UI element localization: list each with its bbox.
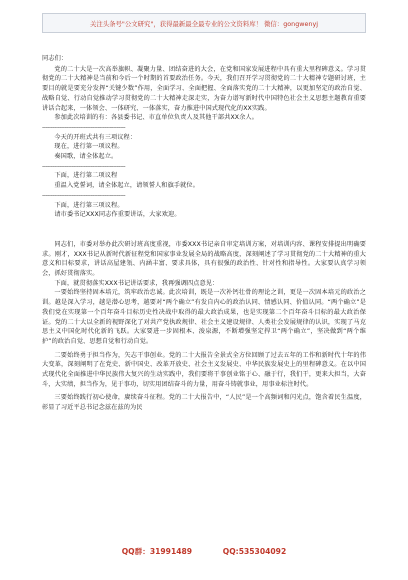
qq-text: QQ:535304092 <box>222 547 287 556</box>
program-line: 今天的开班式共有三项议程： <box>54 133 137 141</box>
paragraph-intro: 党的二十大是一次高举旗帜、凝聚力量、团结奋进的大会，在党和国家发展进程中具有重大里程碑意义。学习贯彻党的二十大精神是当前和今后一个时期的首要政治任务。今天，我们召开学习贯彻党的二十大精神专题研讨班，主要目的就是要充分发挥“关键少数”作用，全面学习、全面把握、全面落实党的二十大精神，以更加坚定的政治自觉、战略自觉、行动自觉推动学习贯彻党的二十大精神走深走实，为奋力谱写新时代中国特色社会主义思想主题教育重要讲话合起来，一体领会、一体研究、一体落实，奋力推进中国式现代化的XX实践。 <box>42 65 366 112</box>
paragraph-next: 下面，就贯彻落实XXX书记讲话要求，我再强调四点意见： <box>54 279 219 287</box>
salutation: 同志们： <box>42 55 68 62</box>
footer-contact <box>0 544 408 560</box>
separator-line: ------------------------------------------------ <box>42 123 126 131</box>
program-line: 下面，进行第二项议程 <box>54 172 118 180</box>
paragraph-point-2: 二要始终勇于担当作为，矢志干事创业。党的二十大报告全景式全方位回顾了过去五年的工作和新时代十年的伟大变革，深刻阐明了在党史、新中国史、改革开放史、社会主义发展史、中华民族发展史上的里程碑意义。在以中国式现代化全面推进中华民族伟大复兴的生动实践中，我们要将干事创业铭于心、融于行，我们干，更来大担当，大奋斗，大实绩，担当作为，见于事功，切实用团结奋斗的力量，用奋斗铸就事业，用事业标注时代。 <box>42 351 366 388</box>
program-line: 下面，进行第三项议程。 <box>54 201 124 209</box>
program-line: 重温入党誓词，请全体起立，请领誓人和旗手就位。 <box>54 182 200 190</box>
document-body <box>42 54 366 413</box>
paragraph-point-1: 一要始终坚持固本培元，筑牢政治忠诚。此次培训，既是一次补钙壮骨的理论之训，更是一次固本培元的政治之训。越是深入学习，越是潜心思考，越要对“两个确立”有发自内心的政治认同、情感认同、价值认同。“两个确立”是我们党在实现第一个百年奋斗目标历史性决战中取得的最大政治成果，也是实现第二个百年奋斗目标的最大政治保证。党的二十大以全新的视野深化了对共产党执政规律、社会主义建设规律、人类社会发展规律的认识，实现了马克思主义中国化时代化新的飞跃。大家要进一步固根本、浚泉源，不断增强坚定捍卫“两个确立”，坚决做到“两个维护”的政治自觉、思想自觉和行动自觉。 <box>42 289 366 345</box>
paragraph-point-3: 三要始终践行初心使命，赓续奋斗征程。党的二十大报告中，“人民”是一个高频词和闪光点，饱含着民生温度，彰显了习近平总书记念兹在兹的为民 <box>42 394 366 412</box>
program-line: 奏国歌，请全体起立。 <box>54 153 118 161</box>
separator-line: ------------------------------------------------ <box>42 162 126 170</box>
separator-line: ------------------------------------------------ <box>42 191 126 199</box>
paragraph-secretary: 同志们，市委对举办此次研讨班高度重视，市委XXX书记亲自审定培训方案，对培训内容、课程安排提出明确要求。刚才，XXX书记从新时代新征程党和国家事业发展全局的战略高度，深刻阐述了学习贯彻党的二十大精神的重大意义和目标要求，讲话高屋建瓴、内涵丰富、要求具体，具有很强的政治性、针对性和指导性。大家要认真学习领会，抓好贯彻落实。 <box>42 240 366 278</box>
paragraph-attendees: 参加此次培训的有：各县委书记、市直单位负责人及其他干部共XX余人。 <box>54 114 258 122</box>
promo-banner: 关注头条号"公文研究"，获得最新最全最专业的公文资料库！ 微信：gongwenyj <box>42 13 366 33</box>
spacer <box>42 220 366 240</box>
program-line: 请市委书记XXX同志作重要讲话，大家欢迎。 <box>54 211 181 219</box>
program-line: 现在，进行第一项议程。 <box>54 143 124 151</box>
qq-group-text: QQ群：31991489 <box>121 547 193 556</box>
